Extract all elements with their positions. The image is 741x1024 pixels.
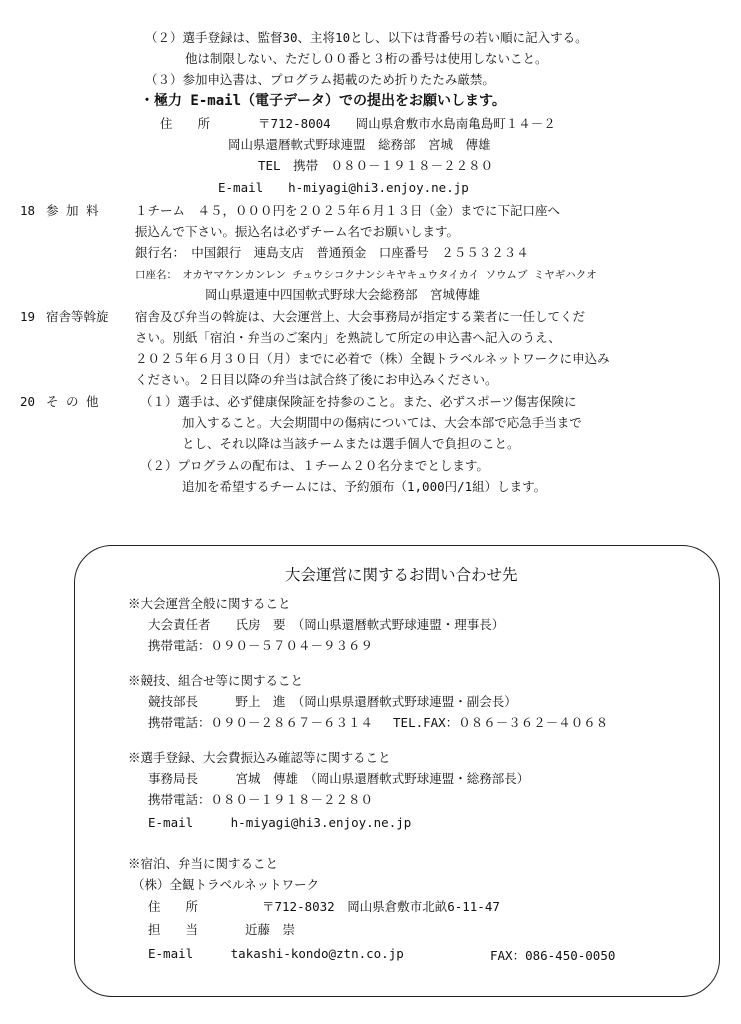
account-name: 口座名： オカヤマケンカンレン チュウシコクナンシキヤキュウタイカイ ソウムブ ミヤギハクオ — [135, 269, 597, 281]
other-text: 加入すること。大会期間中の傷病については、大会本部で応急手当まで — [182, 415, 582, 430]
email-submission-note: ・極力 E-mail（電子データ）での提出をお願いします。 — [140, 93, 506, 109]
person-in-charge: 近藤 崇 — [245, 922, 296, 937]
section-number: 20 — [20, 394, 36, 409]
section-label-lodging: 宿舎等斡旋 — [46, 309, 109, 324]
section-label-other: そ の 他 — [46, 394, 99, 409]
contact-section-heading: ※宿泊、弁当に関すること — [128, 856, 279, 871]
address-label: 住 所 — [160, 116, 211, 131]
section-number: 18 — [20, 203, 36, 218]
contact-section-heading: ※競技、組合せ等に関すること — [128, 673, 304, 688]
lodging-text: さい。別紙「宿泊・弁当のご案内」を熟読して所定の申込書へ記入のうえ、 — [135, 330, 561, 345]
contact-phone: 携帯電話：０９０－２８６７－６３１４ TEL.FAX：０８６－３６２－４０６８ — [148, 715, 609, 730]
contact-box-title: 大会運営に関するお問い合わせ先 — [285, 566, 518, 584]
travel-email: E-mail takashi-kondo@ztn.co.jp — [148, 946, 404, 961]
section-label-fee: 参 加 料 — [46, 203, 99, 218]
lodging-text: 宿舎及び弁当の斡旋は、大会運営上、大会事務局が指定する業者に一任してくだ — [135, 309, 586, 324]
bank-info: 銀行名： 中国銀行 連島支店 普通預金 口座番号 ２５５３２３４ — [135, 245, 529, 260]
contact-email: E-mail h-miyagi@hi3.enjoy.ne.jp — [218, 180, 469, 195]
account-organization: 岡山県還連中四国軟式野球大会総務部 宮城傳雄 — [205, 287, 481, 302]
fee-text: １チーム ４５，０００円を２０２５年６月１３日（金）までに下記口座へ — [135, 203, 561, 218]
lodging-text: ください。２日目以降の弁当は試合終了後にお申込みください。 — [135, 372, 498, 387]
application-form-note: （３）参加申込書は、プログラム掲載のため折りたたみ厳禁。 — [145, 72, 495, 87]
other-text: （１）選手は、必ず健康保険証を持参のこと。また、必ずスポーツ傷害保険に — [140, 394, 577, 409]
contact-person: 事務局長 宮城 傳雄 （岡山県還暦軟式野球連盟・総務部長） — [148, 771, 530, 786]
contact-section-heading: ※選手登録、大会費振込み確認等に関すること — [128, 750, 391, 765]
travel-company: （株）全観トラベルネットワーク — [132, 877, 320, 892]
address-label: 住 所 — [148, 899, 199, 914]
other-text: とし、それ以降は当該チームまたは選手個人で負担のこと。 — [182, 436, 520, 451]
fee-text: 振込んで下さい。振込名は必ずチーム名でお願いします。 — [135, 224, 460, 239]
travel-fax: FAX：086-450-0050 — [490, 948, 616, 963]
section-number: 19 — [20, 309, 36, 324]
contact-person: 大会責任者 氏房 要 （岡山県還暦軟式野球連盟・理事長） — [148, 617, 505, 632]
registration-rule-line: （２）選手登録は、監督30、主将10とし、以下は背番号の若い順に記入する。 — [145, 30, 588, 45]
contact-phone: 携帯電話：０９０－５７０４－９３６９ — [148, 638, 374, 653]
registration-rule-line: 他は制限しない、ただし００番と３桁の番号は使用しないこと。 — [185, 51, 548, 66]
person-in-charge-label: 担 当 — [148, 922, 199, 937]
contact-phone: TEL 携帯 ０８０－１９１８－２２８０ — [258, 158, 494, 173]
contact-person: 競技部長 野上 進 （岡山県県還暦軟式野球連盟・副会長） — [148, 694, 517, 709]
address-value: 〒712-8004 岡山県倉敷市水島南亀島町１４－２ — [258, 116, 556, 131]
contact-section-heading: ※大会運営全般に関すること — [128, 596, 291, 611]
other-text: 追加を希望するチームには、予約頒布（1,000円/1組）します。 — [182, 479, 547, 494]
contact-email: E-mail h-miyagi@hi3.enjoy.ne.jp — [148, 815, 412, 830]
contact-phone: 携帯電話：０８０－１９１８－２２８０ — [148, 792, 374, 807]
lodging-text: ２０２５年６月３０日（月）までに必着で（株）全観トラベルネットワークに申込み — [135, 351, 610, 366]
travel-address: 〒712-8032 岡山県倉敷市北畝6-11-47 — [262, 899, 500, 914]
contact-organization: 岡山県還暦軟式野球連盟 総務部 宮城 傳雄 — [228, 137, 491, 152]
other-text: （２）プログラムの配布は、１チーム２０名分までとします。 — [140, 458, 489, 473]
